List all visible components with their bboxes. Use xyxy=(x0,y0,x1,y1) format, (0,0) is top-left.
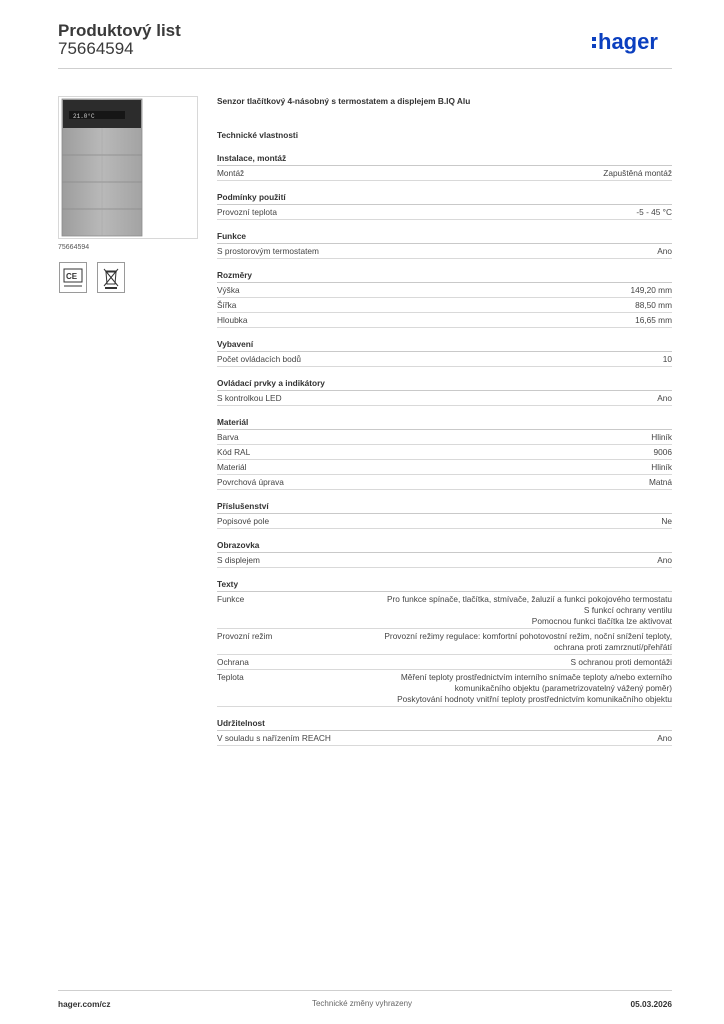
spec-value xyxy=(657,393,672,404)
spec-label: Provozní režim xyxy=(217,630,273,641)
spec-label: Montáž xyxy=(217,167,245,178)
spec-value-line: Ano xyxy=(657,732,672,743)
spec-sections xyxy=(217,151,672,746)
spec-value-line: Hliník xyxy=(651,431,672,442)
section-title: Materiál xyxy=(217,415,672,430)
spec-label: Popisové pole xyxy=(217,515,270,526)
spec-label: S kontrolkou LED xyxy=(217,392,282,403)
spec-label: Funkce xyxy=(217,593,245,604)
display-readout: 21.0°C xyxy=(73,113,95,120)
section-title: Obrazovka xyxy=(217,538,672,553)
spec-value xyxy=(635,300,672,311)
spec-value-line: Pro funkce spínače, tlačítka, stmívače, žaluzií a funkci pokojového termostatu xyxy=(387,593,672,604)
spec-row xyxy=(217,731,672,746)
spec-row xyxy=(217,514,672,529)
spec-value-line: Pomocnou funkci tlačítka lze aktivovat xyxy=(531,615,672,626)
spec-row xyxy=(217,298,672,313)
spec-row xyxy=(217,553,672,568)
spec-value-line: Matná xyxy=(648,476,672,487)
spec-value-line: 10 xyxy=(662,353,672,364)
spec-label: Výška xyxy=(217,284,240,295)
spec-label: Kód RAL xyxy=(217,446,251,457)
section-title: Funkce xyxy=(217,229,672,244)
spec-label: Materiál xyxy=(217,461,247,472)
spec-row xyxy=(217,655,672,670)
spec-value xyxy=(397,672,672,705)
spec-value xyxy=(657,555,672,566)
spec-value xyxy=(649,477,672,488)
footer-website[interactable]: hager.com/cz xyxy=(58,999,111,1009)
spec-value-line: S ochranou proti demontáži xyxy=(570,656,672,667)
hager-logo xyxy=(592,28,674,58)
spec-label: S prostorovým termostatem xyxy=(217,245,319,256)
spec-row xyxy=(217,166,672,181)
spec-section xyxy=(217,151,672,181)
spec-value xyxy=(384,631,672,653)
logo-text: hager xyxy=(598,29,658,54)
spec-row xyxy=(217,352,672,367)
spec-row xyxy=(217,205,672,220)
ce-badge xyxy=(59,262,87,293)
spec-section xyxy=(217,577,672,707)
spec-value-line: Hliník xyxy=(651,461,672,472)
spec-value-line: S funkcí ochrany ventilu xyxy=(583,604,672,615)
section-title: Podmínky použití xyxy=(217,190,672,205)
spec-value-line: 149,20 mm xyxy=(630,284,672,295)
spec-row xyxy=(217,430,672,445)
spec-section xyxy=(217,716,672,746)
spec-value-line: Ne xyxy=(661,515,672,526)
weee-badge xyxy=(97,262,125,293)
spec-row xyxy=(217,629,672,655)
product-number: 75664594 xyxy=(58,39,134,58)
spec-label: Barva xyxy=(217,431,239,442)
spec-value xyxy=(651,432,672,443)
spec-value xyxy=(603,168,672,179)
spec-section xyxy=(217,376,672,406)
header-divider xyxy=(58,68,672,69)
spec-value-line: Ano xyxy=(657,245,672,256)
section-title: Vybavení xyxy=(217,337,672,352)
spec-label: V souladu s nařízením REACH xyxy=(217,732,331,743)
ce-text: CE xyxy=(66,272,78,281)
spec-value xyxy=(663,354,672,365)
spec-value xyxy=(636,207,672,218)
specification-content xyxy=(217,94,672,755)
page-title: Produktový list xyxy=(58,21,181,40)
spec-value xyxy=(657,733,672,744)
spec-label: Šířka xyxy=(217,299,237,310)
section-title: Rozměry xyxy=(217,268,672,283)
spec-value xyxy=(571,657,672,668)
spec-value xyxy=(657,246,672,257)
footer-divider xyxy=(58,990,672,991)
spec-value xyxy=(630,285,672,296)
section-title: Příslušenství xyxy=(217,499,672,514)
product-image xyxy=(58,96,198,239)
spec-value xyxy=(661,516,672,527)
spec-value xyxy=(387,594,672,627)
section-title: Ovládací prvky a indikátory xyxy=(217,376,672,391)
spec-value-line: 9006 xyxy=(653,446,672,457)
ce-mark-icon xyxy=(60,263,86,292)
spec-value-line: Poskytování hodnoty vnitřní teploty prostřednictvím komunikačního objektu xyxy=(397,693,672,704)
spec-row xyxy=(217,313,672,328)
spec-section xyxy=(217,538,672,568)
spec-label: Teplota xyxy=(217,671,244,682)
spec-row xyxy=(217,391,672,406)
spec-row xyxy=(217,244,672,259)
image-caption: 75664594 xyxy=(58,244,90,251)
spec-section xyxy=(217,337,672,367)
spec-row xyxy=(217,283,672,298)
footer-note: Technické změny vyhrazeny xyxy=(311,999,413,1008)
spec-label: S displejem xyxy=(217,554,260,565)
spec-value xyxy=(635,315,672,326)
spec-label: Hloubka xyxy=(217,314,248,325)
spec-section xyxy=(217,499,672,529)
spec-value-line: ochrana proti zamrznutí/přehřátí xyxy=(553,641,672,652)
spec-row xyxy=(217,670,672,707)
spec-row xyxy=(217,445,672,460)
spec-row xyxy=(217,475,672,490)
spec-label: Počet ovládacích bodů xyxy=(217,353,301,364)
spec-section xyxy=(217,229,672,259)
spec-value-line: Ano xyxy=(657,392,672,403)
spec-value xyxy=(651,462,672,473)
spec-value-line: komunikačního objektu (parametrizovatelný vážený poměr) xyxy=(454,682,672,693)
spec-row xyxy=(217,592,672,629)
weee-crossed-bin-icon xyxy=(98,263,124,292)
spec-label: Provozní teplota xyxy=(217,206,277,217)
spec-value-line: Měření teploty prostřednictvím interního snímače teploty a/nebo externího xyxy=(400,671,672,682)
spec-row xyxy=(217,460,672,475)
spec-section xyxy=(217,190,672,220)
spec-value-line: Ano xyxy=(657,554,672,565)
technical-properties-heading: Technické vlastnosti xyxy=(217,130,298,140)
spec-section xyxy=(217,415,672,490)
spec-label: Povrchová úprava xyxy=(217,476,284,487)
spec-value-line: 16,65 mm xyxy=(635,314,672,325)
spec-value-line: 88,50 mm xyxy=(635,299,672,310)
spec-value-line: Zapuštěná montáž xyxy=(603,167,672,178)
spec-value-line: -5 - 45 °C xyxy=(636,206,672,217)
footer-date: 05.03.2026 xyxy=(630,999,672,1009)
product-name: Senzor tlačítkový 4-násobný s termostatem a displejem B.IQ Alu xyxy=(217,96,471,106)
spec-value xyxy=(654,447,672,458)
section-title: Udržitelnost xyxy=(217,716,672,731)
spec-value-line: Provozní režimy regulace: komfortní pohotovostní režim, noční snížení teploty, xyxy=(384,630,672,641)
spec-section xyxy=(217,268,672,328)
section-title: Texty xyxy=(217,577,672,592)
section-title: Instalace, montáž xyxy=(217,151,672,166)
spec-label: Ochrana xyxy=(217,656,249,667)
